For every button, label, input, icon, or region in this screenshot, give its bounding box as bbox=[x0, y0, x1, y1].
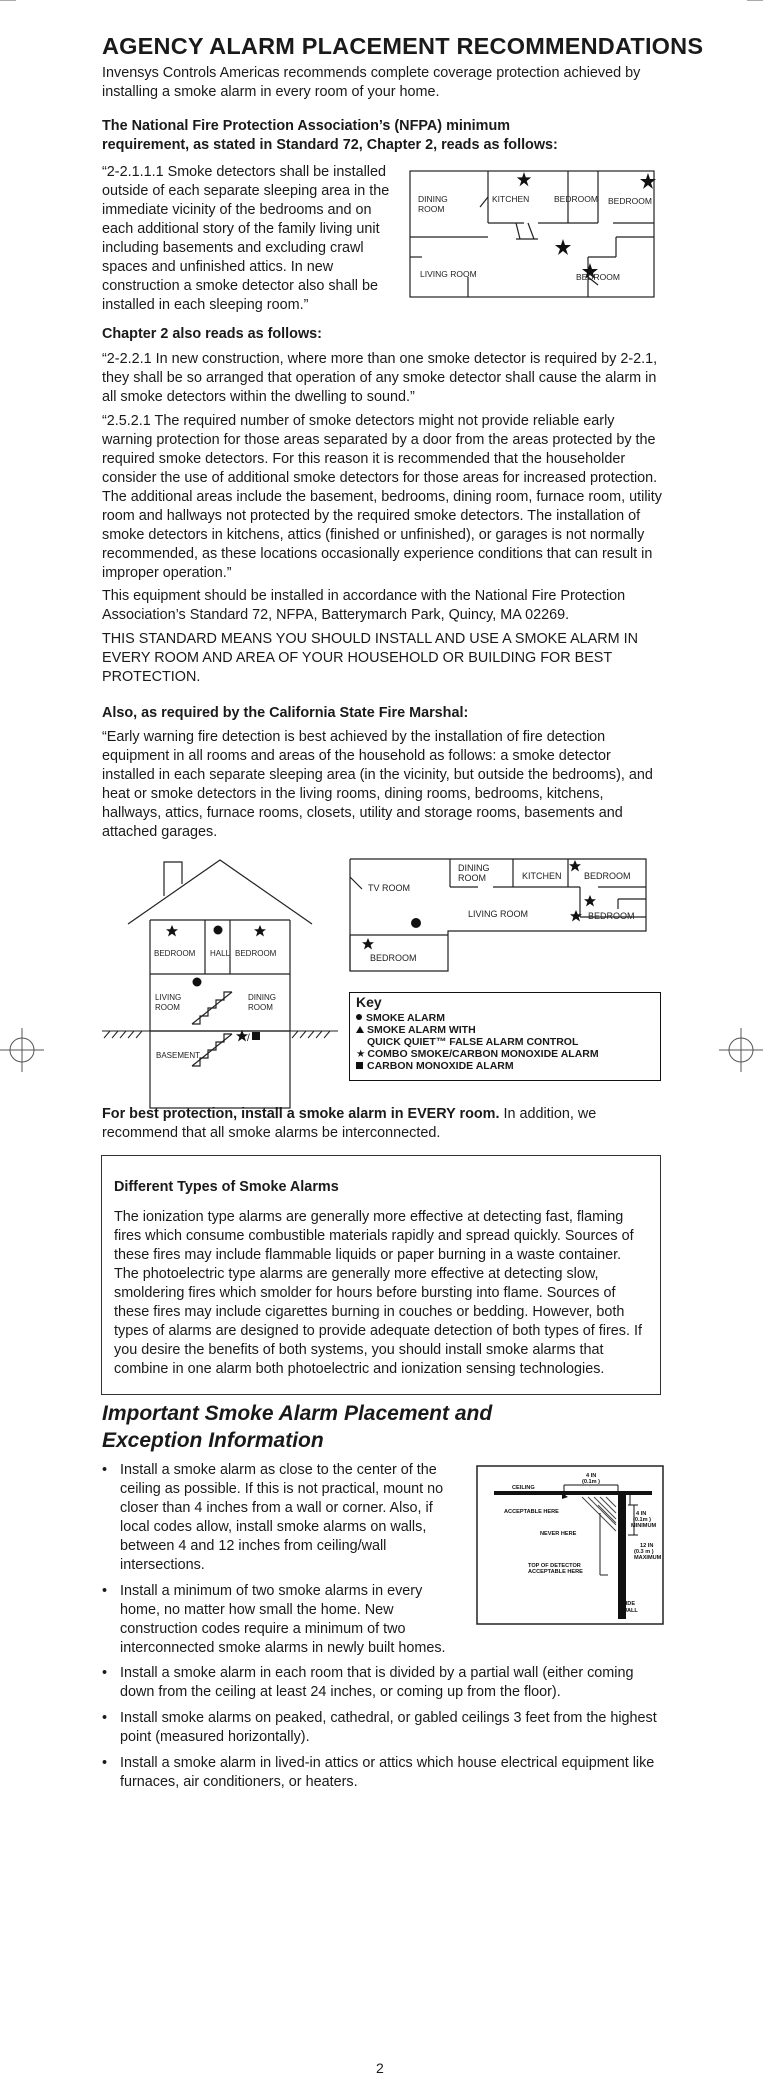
svg-text:/: / bbox=[247, 1033, 250, 1044]
house-bedroom1-label: BEDROOM bbox=[154, 949, 196, 958]
wall-wall-label: WALL bbox=[622, 1608, 638, 1614]
page-title: AGENCY ALARM PLACEMENT RECOMMENDATIONS bbox=[102, 33, 704, 59]
chapter2-paragraph-3: This equipment should be installed in accordance with the National Fire Protection Association’s Standard 72, NFPA, Batterymarch Park, Quincy, MA 02269. bbox=[102, 588, 626, 623]
wall-4in-min-label: 4 IN bbox=[636, 1511, 647, 1517]
wall-top-acceptable-label: ACCEPTABLE HERE bbox=[528, 1569, 583, 1575]
house-dining-label: DINING bbox=[248, 993, 276, 1002]
bullet-item: • Install smoke alarms on peaked, cathedral, or gabled ceilings 3 feet from the highest point (measured horizontally). bbox=[102, 1709, 662, 1747]
bullet-list-a bbox=[102, 1461, 462, 1665]
box-heading: Different Types of Smoke Alarms bbox=[114, 1179, 339, 1195]
california-quote: “Early warning fire detection is best achieved by the installation of fire detection equipment in all rooms and areas of the household as follows: a smoke detector installed in each separate sleeping area (in the vicinity, but outside the bedrooms), and heat or smoke detectors in the living rooms, dining rooms, bedrooms, kitchens, hallways, attics, furnace rooms, closets, utility and storage rooms, basements and attached garages. bbox=[102, 729, 653, 840]
section2-title: Important Smoke Alarm Placement and Exception Information bbox=[102, 1402, 493, 1452]
wall-acceptable-label: ACCEPTABLE HERE bbox=[504, 1509, 559, 1515]
nfpa-heading: The National Fire Protection Association’s (NFPA) minimum requirement, as stated in Standard 72, Chapter 2, reads as follows: bbox=[102, 118, 558, 153]
floorplan-diagram-1 bbox=[408, 167, 656, 301]
floorplan-diagram-2 bbox=[348, 857, 650, 975]
wall-12in-cm-label: (0.3 m ) bbox=[634, 1549, 654, 1555]
fp2-dining-label-2: ROOM bbox=[458, 873, 486, 883]
house-living-label-2: ROOM bbox=[155, 1003, 180, 1012]
wall-12in-label: 12 IN bbox=[640, 1543, 654, 1549]
fp1-kitchen-label: KITCHEN bbox=[492, 194, 530, 204]
house-living-label: LIVING bbox=[155, 993, 182, 1002]
best-protection-rest: In addition, we recommend that all smoke alarms be interconnected. bbox=[102, 1106, 597, 1141]
wall-4in-cm-label: (0.1m ) bbox=[582, 1479, 601, 1485]
wall-top-detector-label: TOP OF DETECTOR bbox=[528, 1563, 581, 1569]
bullet-item: • Install a smoke alarm as close to the center of the ceiling as possible. If this is not practical, mount no closer than 4 inches from a wall or corner. Also, if local codes allow, install smoke alarms on walls, between 4 and 12 inches from ceiling/wall intersections. bbox=[102, 1461, 462, 1575]
wall-4in-min-cm-label: (0.1m ) bbox=[633, 1517, 652, 1523]
key-title: Key bbox=[356, 994, 382, 1010]
map-key bbox=[349, 992, 661, 1081]
fp1-bedroom3-label: BEDROOM bbox=[576, 272, 620, 282]
smoke-alarm-types-box bbox=[101, 1155, 661, 1395]
wall-side-label: SIDE bbox=[622, 1601, 636, 1607]
best-protection-bold: For best protection, install a smoke alarm in EVERY room. bbox=[102, 1106, 500, 1122]
bullet-item: • Install a smoke alarm in each room that is divided by a partial wall (either coming down from the ceiling at least 24 inches, or coming up from the floor). bbox=[102, 1664, 662, 1702]
box-text: The ionization type alarms are generally more effective at detecting fast, flaming fires which consume combustible materials rapidly and spread quickly. Sources of these fires may include flammable liquids or paper burning in a waste container. The photoelectric type alarms are generally more effective at detecting slow, smoldering fires which smolder for hours before bursting into flame. Sources of these fires may include cigarettes burning in couches or bedding. However, both types of alarms are designed to provide adequate detection of both types of fires. If you desire the benefits of both systems, you should install smoke alarms that combine in one alarm both photoelectric and ionization sensing technologies. bbox=[114, 1209, 642, 1377]
fp2-bedroom1-label: BEDROOM bbox=[584, 871, 631, 881]
house-basement-label: BASEMENT bbox=[156, 1051, 201, 1060]
fp1-bedroom2-label: BEDROOM bbox=[608, 196, 652, 206]
key-item-quiet: SMOKE ALARM WITH bbox=[356, 1024, 656, 1036]
chapter2-heading: Chapter 2 also reads as follows: bbox=[102, 326, 322, 342]
fp1-dining-label-2: ROOM bbox=[418, 204, 445, 214]
wall-ceiling-label: CEILING bbox=[512, 1485, 535, 1491]
key-item-co: CARBON MONOXIDE ALARM bbox=[356, 1060, 656, 1072]
fp2-bedroom3-label: BEDROOM bbox=[370, 953, 417, 963]
wall-never-label: NEVER HERE bbox=[540, 1531, 577, 1537]
fp1-living-label: LIVING ROOM bbox=[420, 269, 477, 279]
nfpa-quote: “2-2.1.1.1 Smoke detectors shall be installed outside of each separate sleeping area in the immediate vicinity of the bedrooms and on each additional story of the family living unit including basements and excluding crawl spaces and unfinished attics. In new construction a smoke detector also shall be installed in each sleeping room.” bbox=[102, 164, 390, 313]
combo-alarm-icon: ★ bbox=[356, 1048, 366, 1060]
fp2-bedroom2-label: BEDROOM bbox=[588, 911, 635, 921]
chapter2-paragraph-2: “2.5.2.1 The required number of smoke detectors might not provide reliable early warning protection for those areas separated by a door from the areas protected by the required smoke detectors. For this reason it is recommended that the householder consider the use of additional smoke detectors for those areas for increased protection. The additional areas include the basement, bedrooms, dining room, furnace room, utility room and hallways not protected by the required smoke detectors. The installation of smoke detectors in kitchens, attics (finished or unfinished), or garages is not normally recommended, as these locations occasionally experience conditions that can result in improper operation.” bbox=[102, 413, 662, 581]
wall-minimum-label: MINIMUM bbox=[631, 1523, 657, 1529]
house-dining-label-2: ROOM bbox=[248, 1003, 273, 1012]
wall-4in-label: 4 IN bbox=[586, 1473, 597, 1479]
intro-paragraph: Invensys Controls Americas recommends complete coverage protection achieved by installing a smoke alarm in every room of your home. bbox=[102, 65, 641, 100]
bullet-list-b bbox=[102, 1664, 662, 1799]
co-alarm-icon bbox=[356, 1062, 363, 1069]
chapter2-paragraph-1: “2-2.2.1 In new construction, where more than one smoke detector is required by 2-2.1, they shall be so arranged that operation of any smoke detector shall cause the alarm in all smoke detectors within the dwelling to sound.” bbox=[102, 351, 658, 405]
chapter2-paragraph-4: THIS STANDARD MEANS YOU SHOULD INSTALL AND USE A SMOKE ALARM IN EVERY ROOM AND AREA OF YOUR HOUSEHOLD OR BUILDING FOR BEST PROTECTION. bbox=[102, 631, 639, 685]
key-item-smoke: SMOKE ALARM bbox=[356, 1012, 656, 1024]
house-bedroom2-label: BEDROOM bbox=[235, 949, 277, 958]
key-item-combo: ★ COMBO SMOKE/CARBON MONOXIDE ALARM bbox=[356, 1048, 599, 1060]
fp2-living-label: LIVING ROOM bbox=[468, 909, 529, 919]
smoke-alarm-icon bbox=[356, 1014, 362, 1020]
fp1-dining-label: DINING bbox=[418, 194, 448, 204]
quick-quiet-alarm-icon bbox=[356, 1026, 364, 1033]
house-diagram bbox=[100, 858, 340, 1114]
bullet-item: • Install a minimum of two smoke alarms in every home, no matter how small the home. New construction codes require a minimum of two interconnected smoke alarms in newly built homes. bbox=[102, 1582, 462, 1658]
bullet-item: • Install a smoke alarm in lived-in attics or attics which house electrical equipment like furnaces, air conditioners, or heaters. bbox=[102, 1754, 662, 1792]
page-number: 2 bbox=[376, 2060, 384, 2076]
fp2-tv-label: TV ROOM bbox=[368, 883, 410, 893]
fp1-bedroom1-label: BEDROOM bbox=[554, 194, 598, 204]
key-item-quiet-2: QUICK QUIET™ FALSE ALARM CONTROL bbox=[367, 1036, 579, 1048]
california-heading: Also, as required by the California State Fire Marshal: bbox=[102, 705, 469, 721]
wall-mounting-diagram bbox=[476, 1465, 664, 1625]
house-hall-label: HALL bbox=[210, 949, 231, 958]
fp2-dining-label: DINING bbox=[458, 863, 490, 873]
fp2-kitchen-label: KITCHEN bbox=[522, 871, 562, 881]
wall-maximum-label: MAXIMUM bbox=[634, 1555, 662, 1561]
best-protection-text bbox=[102, 1105, 662, 1143]
